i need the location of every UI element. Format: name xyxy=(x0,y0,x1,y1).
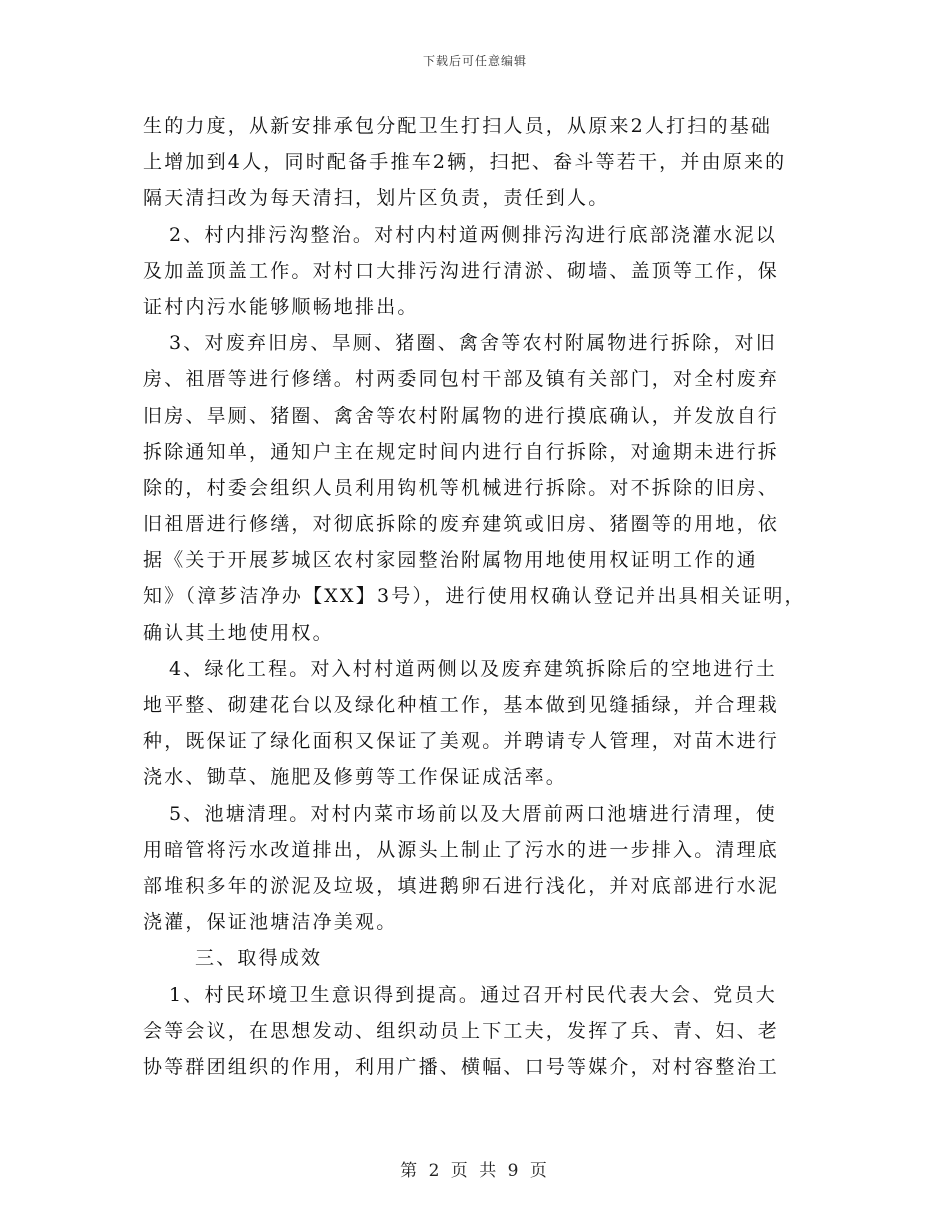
body-line: 地平整、砌建花台以及绿化种植工作，基本做到见缝插绿，并合理栽 xyxy=(143,694,780,716)
body-line: 生的力度，从新安排承包分配卫生打扫人员，从原来2人打扫的基础 xyxy=(143,115,773,137)
body-line: 部堆积多年的淤泥及垃圾，填进鹅卵石进行浅化，并对底部进行水泥 xyxy=(143,874,780,897)
body-line: 知》（漳芗洁净办【XX】3号），进行使用权确认登记并出具相关证明， xyxy=(143,585,806,608)
body-line: 隔天清扫改为每天清扫，划片区负责，责任到人。 xyxy=(143,187,610,210)
page-number-footer: 第 2 页 共 9 页 xyxy=(400,1161,550,1181)
paragraph-start-line: 2、村内排污沟整治。对村内村道两侧排污沟进行底部浇灌水泥以 xyxy=(169,223,777,246)
section-heading: 三、取得成效 xyxy=(195,947,323,970)
document-body xyxy=(143,108,823,1085)
body-line: 会等会议，在思想发动、组织动员上下工夫，发挥了兵、青、妇、老 xyxy=(143,1019,780,1042)
body-line: 旧房、旱厕、猪圈、禽舍等农村附属物的进行摸底确认，并发放自行 xyxy=(143,404,780,427)
body-line: 协等群团组织的作用，利用广播、横幅、口号等媒介，对村容整治工 xyxy=(143,1055,780,1078)
paragraph-start-line: 5、池塘清理。对村内菜市场前以及大厝前两口池塘进行清理，使 xyxy=(169,802,777,825)
body-line: 房、祖厝等进行修缮。村两委同包村干部及镇有关部门，对全村废弃 xyxy=(143,368,780,391)
body-line: 用暗管将污水改道排出，从源头上制止了污水的进一步排入。清理底 xyxy=(143,838,780,861)
body-line: 拆除通知单，通知户主在规定时间内进行自行拆除，对逾期未进行拆 xyxy=(143,440,780,463)
body-line: 确认其土地使用权。 xyxy=(143,621,334,644)
body-line: 上增加到4人，同时配备手推车2辆，扫把、畚斗等若干，并由原来的 xyxy=(143,151,787,174)
body-line: 浇水、锄草、施肥及修剪等工作保证成活率。 xyxy=(143,766,568,789)
paragraph-start-line: 4、绿化工程。对入村村道两侧以及废弃建筑拆除后的空地进行土 xyxy=(169,657,777,680)
paragraph-start-line: 3、对废弃旧房、旱厕、猪圈、禽舍等农村附属物进行拆除，对旧 xyxy=(169,332,777,355)
body-line: 种，既保证了绿化面积又保证了美观。并聘请专人管理，对苗木进行 xyxy=(143,730,780,753)
body-line: 证村内污水能够顺畅地排出。 xyxy=(143,295,419,318)
body-line: 旧祖厝进行修缮，对彻底拆除的废弃建筑或旧房、猪圈等的用地，依 xyxy=(143,513,780,536)
page-header: 下载后可任意编辑 xyxy=(422,54,527,68)
body-line: 除的，村委会组织人员利用钩机等机械进行拆除。对不拆除的旧房、 xyxy=(143,476,780,499)
body-line: 据《关于开展芗城区农村家园整治附属物用地使用权证明工作的通 xyxy=(143,549,758,572)
body-line: 浇灌，保证池塘洁净美观。 xyxy=(143,911,398,934)
body-line: 及加盖顶盖工作。对村口大排污沟进行清淤、砌墙、盖顶等工作，保 xyxy=(143,259,780,282)
paragraph-start-line: 1、村民环境卫生意识得到提高。通过召开村民代表大会、党员大 xyxy=(169,983,777,1006)
